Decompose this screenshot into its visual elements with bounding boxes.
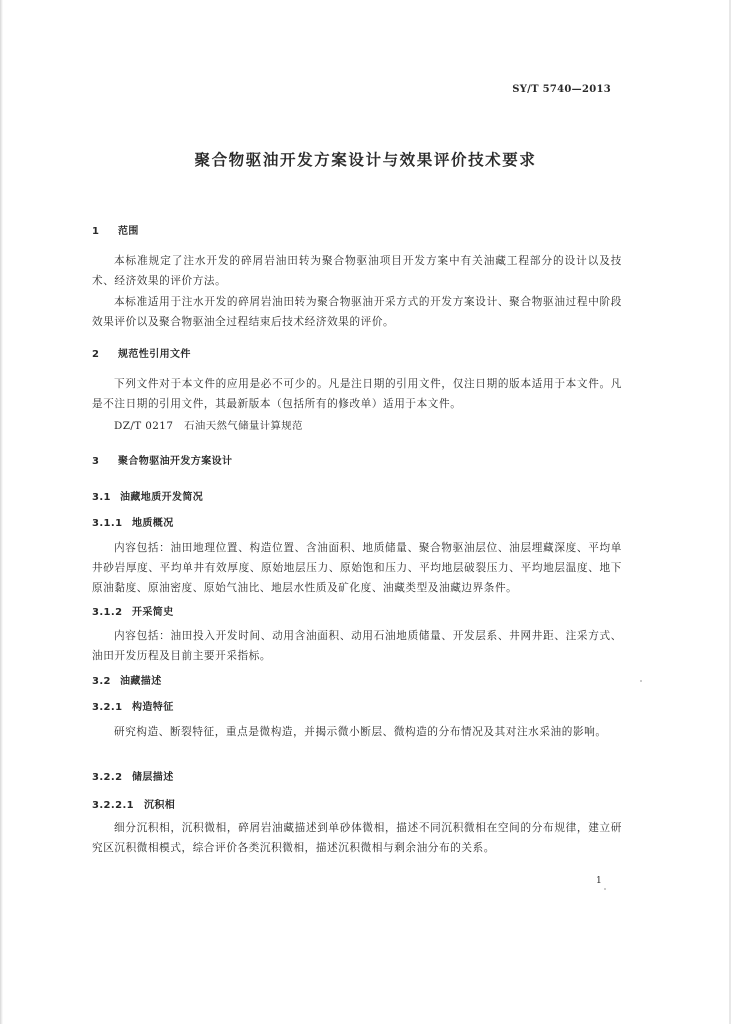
section-title: 油藏描述 [120, 676, 162, 687]
section-3-2-2-1-heading [92, 796, 175, 811]
section-3-2-heading [92, 672, 162, 687]
section-number: 2 [92, 349, 100, 360]
section-title: 储层描述 [132, 772, 174, 783]
paragraph-geology-overview: 内容包括：油田地理位置、构造位置、含油面积、地质储量、聚合物驱油层位、油层埋藏深度、平均单井砂岩厚度、平均单井有效厚度、原始地层压力、原始饱和压力、平均地层破裂压力、平均地层温度、地下原油黏度、原油密度、原始气油比、地层水性质及矿化度、油藏类型及油藏边界条件。 [92, 542, 622, 594]
section-2-heading [92, 345, 191, 360]
scan-speck [604, 888, 606, 890]
section-number: 3.2.1 [92, 702, 123, 713]
section-number: 3.1 [92, 492, 111, 503]
scan-speck [640, 680, 642, 682]
document-title: 聚合物驱油开发方案设计与效果评价技术要求 [194, 151, 537, 169]
paragraph-production-history: 内容包括：油田投入开发时间、动用含油面积、动用石油地质储量、开发层系、井网井距、注采方式、油田开发历程及目前主要开采指标。 [92, 630, 622, 662]
paragraph-normative-references: 下列文件对于本文件的应用是必不可少的。凡是注日期的引用文件，仅注日期的版本适用于本文件。凡是不注日期的引用文件，其最新版本（包括所有的修改单）适用于本文件。 [92, 378, 622, 410]
section-3-1-heading [92, 488, 203, 503]
paragraph-scope-2: 本标准适用于注水开发的碎屑岩油田转为聚合物驱油开采方式的开发方案设计、聚合物驱油过程中阶段效果评价以及聚合物驱油全过程结束后技术经济效果的评价。 [92, 296, 622, 328]
paragraph-structural-features: 研究构造、断裂特征，重点是微构造，并揭示微小断层、微构造的分布情况及其对注水采油的影响。 [114, 726, 607, 738]
section-number: 3 [92, 456, 100, 467]
page-number: 1 [596, 876, 602, 886]
reference-item: DZ/T 0217 石油天然气储量计算规范 [114, 420, 303, 432]
section-title: 范围 [118, 226, 139, 237]
section-title: 聚合物驱油开发方案设计 [118, 456, 233, 467]
section-number: 3.2 [92, 676, 111, 687]
section-title: 构造特征 [132, 702, 174, 713]
section-number: 3.1.2 [92, 607, 123, 618]
section-3-1-2-heading [92, 603, 174, 618]
section-3-1-1-heading [92, 514, 174, 529]
section-3-heading [92, 452, 232, 467]
section-number: 3.2.2 [92, 772, 123, 783]
standard-code: SY/T 5740—2013 [512, 84, 611, 95]
section-number: 3.2.2.1 [92, 800, 135, 811]
section-title: 沉积相 [144, 800, 176, 811]
section-1-heading [92, 222, 139, 237]
paragraph-scope-1: 本标准规定了注水开发的碎屑岩油田转为聚合物驱油项目开发方案中有关油藏工程部分的设计以及技术、经济效果的评价方法。 [92, 255, 622, 287]
paragraph-sedimentary-facies: 细分沉积相，沉积微相，碎屑岩油藏描述到单砂体微相，描述不同沉积微相在空间的分布规律，建立研究区沉积微相模式，综合评价各类沉积微相，描述沉积微相与剩余油分布的关系。 [92, 822, 622, 854]
section-title: 油藏地质开发简况 [120, 492, 204, 503]
section-title: 开采简史 [132, 607, 174, 618]
section-title: 规范性引用文件 [118, 349, 191, 360]
section-title: 地质概况 [132, 518, 174, 529]
section-number: 3.1.1 [92, 518, 123, 529]
section-3-2-2-heading [92, 768, 174, 783]
section-3-2-1-heading [92, 698, 174, 713]
section-number: 1 [92, 226, 100, 237]
